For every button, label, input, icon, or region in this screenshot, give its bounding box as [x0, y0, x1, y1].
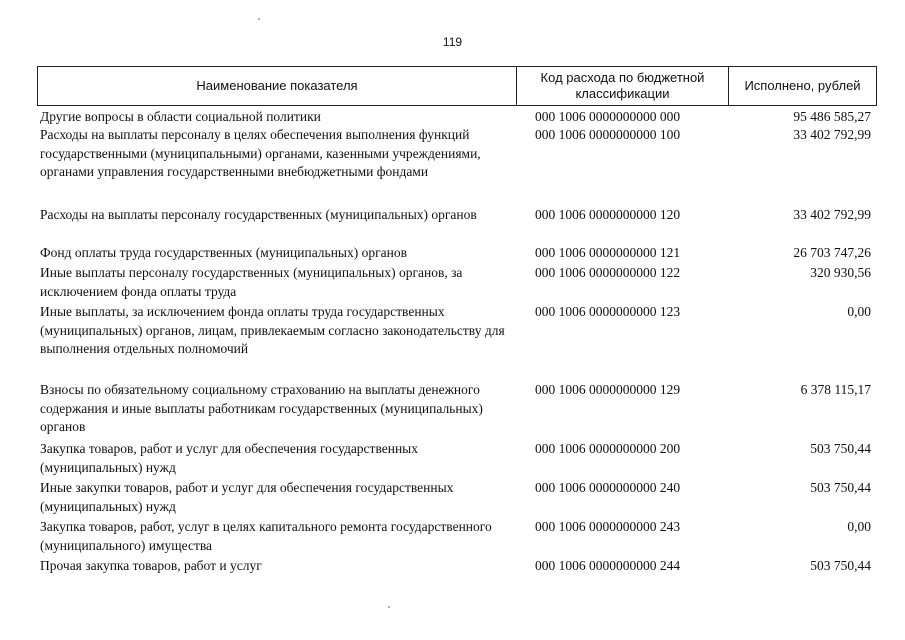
row-amount: 503 750,44 [810, 480, 871, 495]
row-name: Другие вопросы в области социальной политики [40, 109, 321, 124]
row-name: Расходы на выплаты персоналу государственных (муниципальных) органов [40, 207, 477, 222]
row-code: 000 1006 0000000000 200 [535, 441, 681, 456]
row-name: Иные закупки товаров, работ и услуг для обеспечения государственных (муниципальных) нужд [40, 480, 454, 514]
row-name: Закупка товаров, работ, услуг в целях капитального ремонта государственного (муниципального) имущества [40, 519, 492, 553]
scan-speck [388, 606, 390, 608]
row-amount: 33 402 792,99 [793, 127, 871, 142]
row-amount: 6 378 115,17 [800, 382, 871, 397]
row-code: 000 1006 0000000000 122 [535, 265, 681, 280]
row-amount: 320 930,56 [810, 265, 871, 280]
scan-speck [258, 18, 260, 20]
row-code: 000 1006 0000000000 123 [535, 304, 681, 319]
row-amount: 503 750,44 [810, 441, 871, 456]
row-name: Расходы на выплаты персоналу в целях обеспечения выполнения функций государственными (муниципальными) органами, казенными учреждениями, органами управления государственными внебюджетными фондами [40, 127, 481, 179]
row-amount: 95 486 585,27 [793, 109, 871, 124]
row-name: Иные выплаты, за исключением фонда оплаты труда государственных (муниципальных) органов, лицам, привлекаемым согласно законодательству для выполнения отдельных полномочий [40, 304, 505, 356]
row-amount: 26 703 747,26 [793, 245, 871, 260]
row-name: Взносы по обязательному социальному страхованию на выплаты денежного содержания и иные выплаты работникам государственных (муниципальных) органов [40, 382, 483, 434]
row-name: Прочая закупка товаров, работ и услуг [40, 558, 262, 573]
row-code: 000 1006 0000000000 240 [535, 480, 681, 495]
row-amount: 503 750,44 [810, 558, 871, 573]
header-name: Наименование показателя [196, 78, 358, 93]
row-code: 000 1006 0000000000 000 [535, 109, 681, 124]
row-code: 000 1006 0000000000 100 [535, 127, 681, 142]
page-number: 119 [442, 35, 463, 49]
row-code: 000 1006 0000000000 243 [535, 519, 681, 534]
row-code: 000 1006 0000000000 120 [535, 207, 681, 222]
row-code: 000 1006 0000000000 121 [535, 245, 681, 260]
row-code: 000 1006 0000000000 244 [535, 558, 681, 573]
row-code: 000 1006 0000000000 129 [535, 382, 681, 397]
table-header [37, 66, 877, 106]
row-amount: 0,00 [847, 304, 871, 319]
row-name: Фонд оплаты труда государственных (муниципальных) органов [40, 245, 407, 260]
header-amount: Исполнено, рублей [728, 67, 876, 105]
row-name: Иные выплаты персоналу государственных (муниципальных) органов, за исключением фонда оплаты труда [40, 265, 463, 299]
row-name: Закупка товаров, работ и услуг для обеспечения государственных (муниципальных) нужд [40, 441, 419, 475]
row-amount: 0,00 [847, 519, 871, 534]
row-amount: 33 402 792,99 [793, 207, 871, 222]
header-code: Код расхода по бюджетной классификации [516, 67, 728, 105]
